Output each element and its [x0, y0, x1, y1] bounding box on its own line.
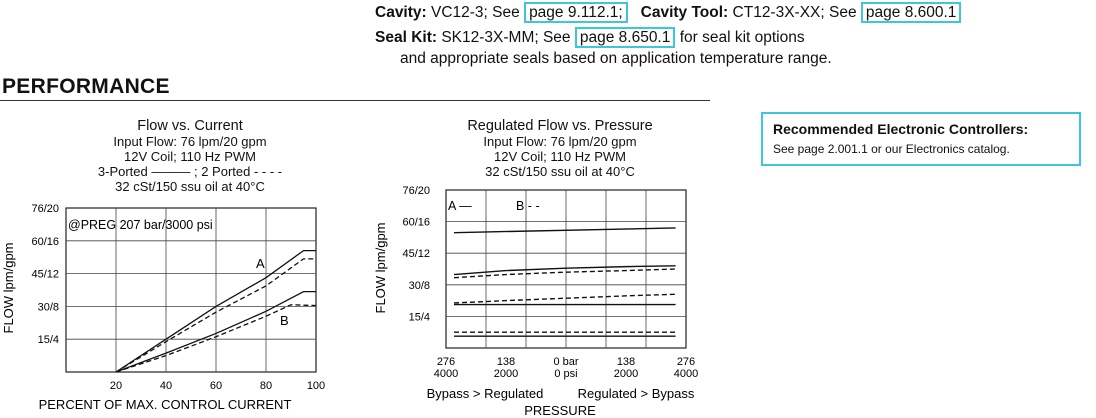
chart1-subtitle-4: 32 cSt/150 ssu oil at 40°C: [115, 179, 265, 194]
chart2-x-tick-top: 138: [496, 356, 516, 368]
recommended-title: Recommended Electronic Controllers:: [773, 121, 1029, 137]
chart1-y-tick: 60/16: [31, 235, 59, 248]
chart2-subtitle-2: 12V Coil; 110 Hz PWM: [494, 149, 626, 164]
chart1-x-tick: 20: [109, 380, 123, 392]
chart1-titles: [60, 118, 320, 194]
chart2-x-tick-top: 0 bar: [553, 356, 579, 368]
chart1-label-a: A: [256, 256, 265, 271]
chart2-title: Regulated Flow vs. Pressure: [467, 118, 653, 134]
chart1-ylabel: FLOW lpm/gpm: [1, 242, 16, 334]
chart2-y-tick: 15/4: [408, 311, 430, 324]
chart2-ticks: [402, 185, 698, 380]
cavity-tool-page-link[interactable]: page 8.600.1: [861, 2, 962, 23]
seal-kit-label: Seal Kit:: [375, 29, 438, 46]
chart2-x-tick-top: 138: [616, 356, 636, 368]
cavity-page-link[interactable]: page 9.112.1;: [524, 2, 628, 23]
chart2-ylabel: FLOW lpm/gpm: [373, 222, 388, 314]
recommended-body: See page 2.001.1 or our Electronics catalog.: [773, 142, 1010, 156]
chart2-svg: [360, 180, 720, 418]
chart2-x-tick-bottom: 0 psi: [554, 368, 578, 380]
chart2-series: [454, 228, 676, 336]
chart2-series-a-solid: [454, 228, 676, 233]
chart2-x-tick-bottom: 4000: [433, 368, 459, 380]
chart2-y-tick: 60/16: [402, 216, 430, 229]
cavity-tool-label: Cavity Tool:: [640, 4, 729, 21]
chart1-y-tick: 76/20: [31, 203, 59, 215]
chart2-x-tick-top: 276: [436, 356, 456, 368]
section-divider: [0, 100, 710, 101]
chart1-x-tick: 60: [209, 380, 223, 392]
cavity-tool-value: CT12-3X-XX; See: [732, 4, 857, 21]
section-title: PERFORMANCE: [2, 75, 170, 98]
chart2-x-tick-bottom: 2000: [613, 368, 639, 380]
chart1-y-tick: 30/8: [37, 301, 59, 314]
chart2-subtitle-3: 32 cSt/150 ssu oil at 40°C: [485, 164, 635, 179]
recommended-controllers-box: [761, 112, 1081, 166]
chart2-y-tick: 45/12: [402, 248, 430, 261]
chart1-annotation: @PREG 207 bar/3000 psi: [68, 218, 213, 232]
chart2-x-tick-bottom: 2000: [493, 368, 519, 380]
chart1-y-tick: 15/4: [37, 334, 59, 347]
cavity-label: Cavity:: [375, 4, 427, 21]
chart2-xsublabel-2: Regulated > Bypass: [577, 386, 695, 401]
chart1-x-tick: 100: [306, 380, 326, 392]
seal-kit-line: [375, 29, 805, 47]
chart2-xsublabel-1: Bypass > Regulated: [426, 386, 544, 401]
chart1-title: Flow vs. Current: [137, 118, 243, 134]
seal-kit-page-link[interactable]: page 8.650.1: [575, 27, 676, 48]
seal-kit-value: SK12-3X-MM; See: [441, 29, 571, 46]
chart1-subtitle-1: Input Flow: 76 lpm/20 gpm: [113, 134, 267, 149]
chart1-subtitle-3: 3-Ported ——— ; 2 Ported - - - -: [97, 164, 283, 179]
chart1-frame: [66, 208, 316, 372]
chart2-legend-b: B - -: [516, 199, 540, 213]
cavity-line: [375, 4, 961, 22]
seal-kit-line2: and appropriate seals based on application temperature range.: [400, 50, 832, 67]
chart1-svg: [0, 200, 340, 418]
seal-kit-tail: for seal kit options: [679, 29, 805, 46]
chart2-xlabel: PRESSURE: [524, 403, 596, 418]
chart1-xlabel: PERCENT OF MAX. CONTROL CURRENT: [38, 397, 292, 412]
chart2-y-tick: 76/20: [402, 185, 430, 197]
chart1-subtitle-2: 12V Coil; 110 Hz PWM: [124, 149, 256, 164]
chart1-grid: [66, 208, 316, 372]
chart2-series-b-dashed: [454, 269, 676, 278]
chart1-label-b: B: [280, 313, 289, 328]
chart2-grid: [446, 190, 686, 348]
chart2-titles: [420, 118, 700, 179]
cavity-value: VC12-3; See: [431, 4, 520, 21]
chart2-legend-a: A —: [448, 199, 472, 213]
chart1-y-tick: 45/12: [31, 268, 59, 281]
chart2-x-tick-bottom: 4000: [673, 368, 699, 380]
chart2-x-tick-top: 276: [676, 356, 696, 368]
chart2-series-b-dashed: [454, 294, 676, 303]
chart1-x-tick: 80: [259, 380, 273, 392]
chart2-subtitle-1: Input Flow: 76 lpm/20 gpm: [483, 134, 637, 149]
chart2-y-tick: 30/8: [408, 279, 430, 292]
chart1-x-tick: 40: [159, 380, 173, 392]
